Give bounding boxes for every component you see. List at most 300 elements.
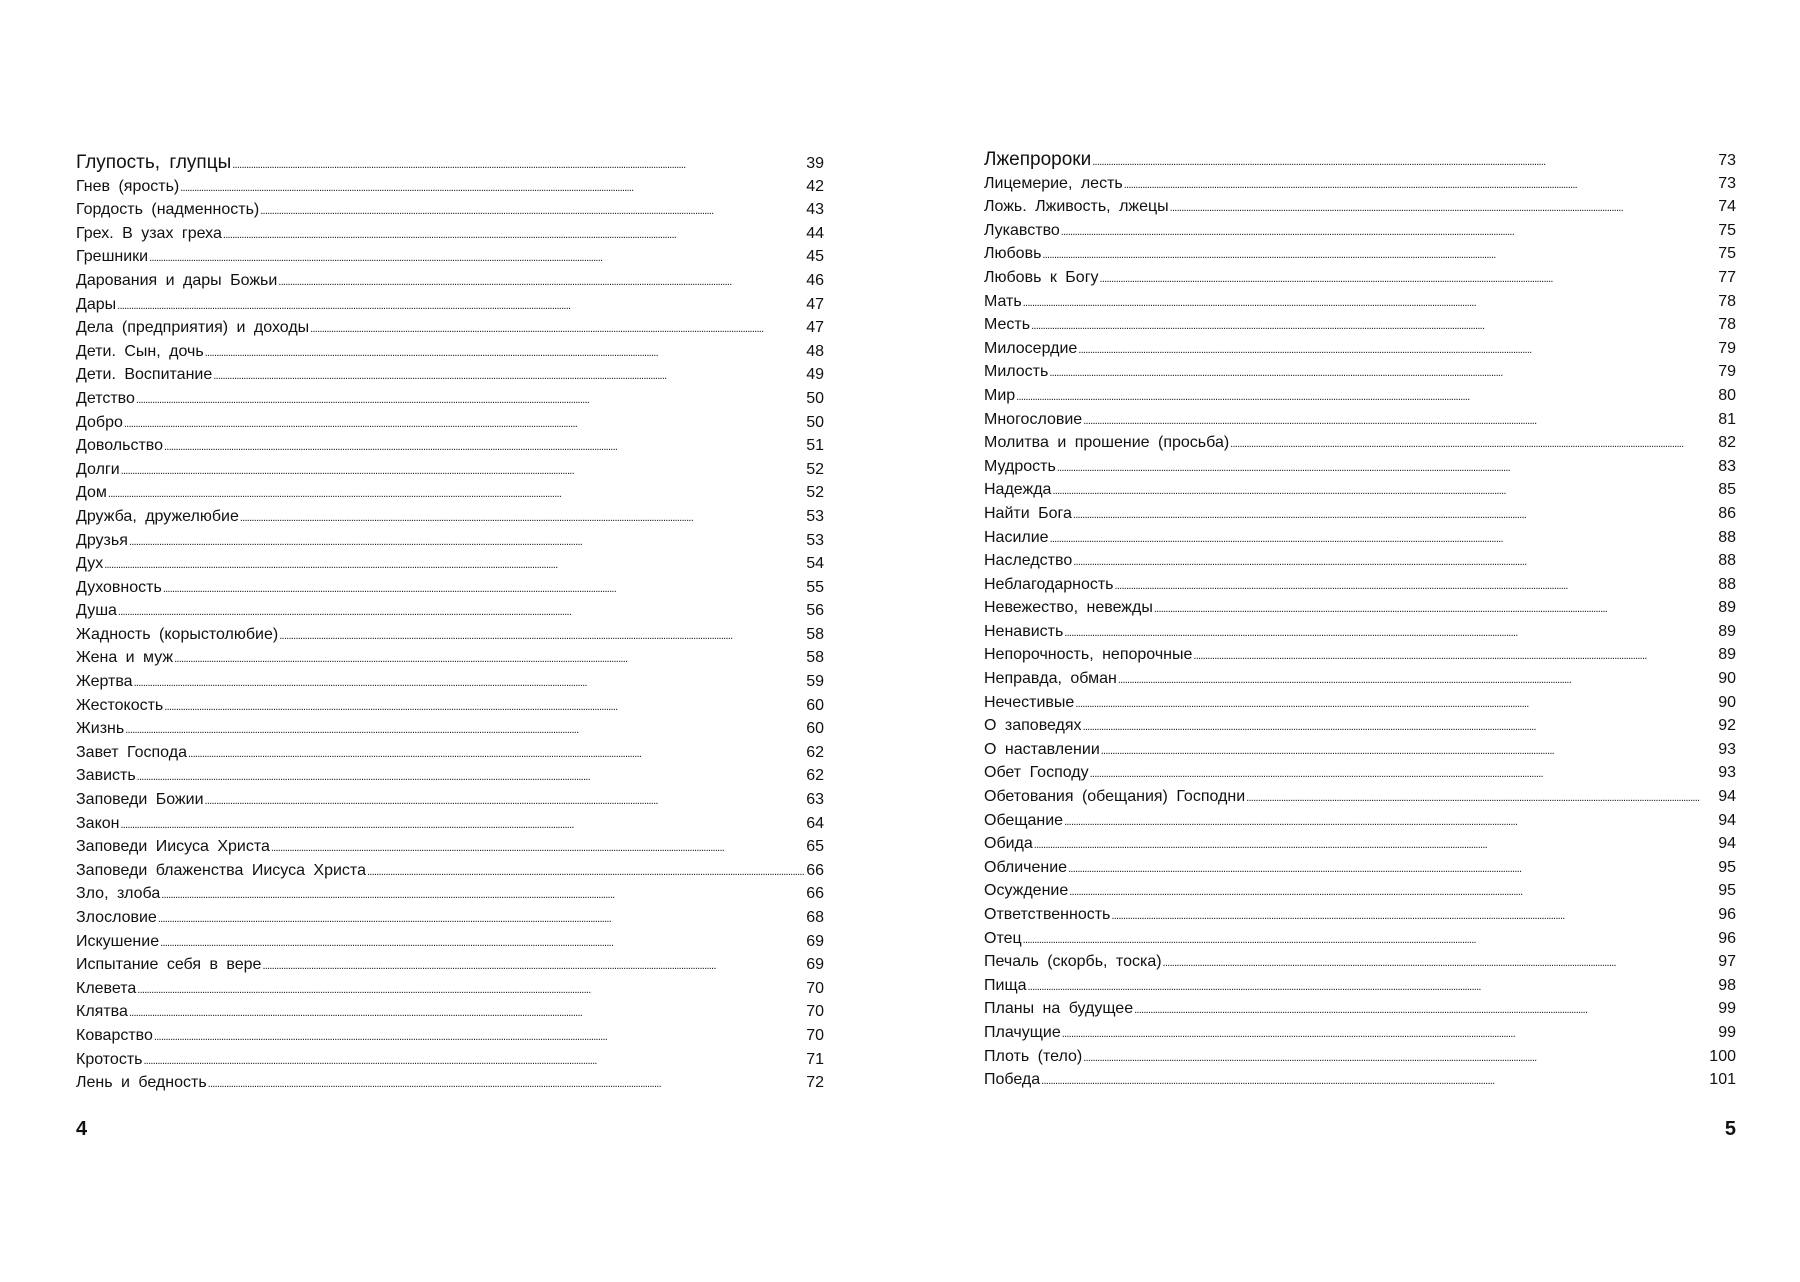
toc-entry [984,242,1736,266]
toc-entry-page: 88 [1718,552,1736,570]
toc-entry-page: 55 [806,578,824,596]
toc-entry [76,599,824,623]
toc-entry [76,1024,824,1048]
dot-leader [208,1073,806,1097]
dot-leader [1073,504,1717,528]
toc-entry-page: 50 [806,413,824,431]
toc-entry [76,434,824,458]
toc-entry [76,505,824,529]
toc-entry-page: 81 [1718,410,1736,428]
toc-entry [984,738,1736,762]
dot-leader [1057,457,1717,481]
toc-entry-title: Кротость [76,1050,143,1068]
toc-entry [984,714,1736,738]
toc-entry-page: 44 [806,224,824,242]
dot-leader [163,578,805,602]
toc-entry-title: Клевета [76,979,137,997]
toc-entry [984,596,1736,620]
toc-entry [984,526,1736,550]
dot-leader [164,436,805,460]
toc-entry-page: 47 [806,295,824,313]
toc-entry [984,431,1736,455]
toc-entry-page: 94 [1718,788,1736,806]
toc-entry-page: 77 [1718,268,1736,286]
toc-entry-title: Духовность [76,578,162,596]
toc-entry [76,977,824,1001]
dot-leader [1042,244,1717,268]
toc-entry [76,175,824,199]
toc-entry [76,576,824,600]
dot-leader [1052,480,1717,504]
dot-leader [143,1050,805,1074]
toc-entry-page: 72 [806,1074,824,1092]
dot-leader [120,814,805,838]
toc-entry-title: Долги [76,460,120,478]
toc-entry-page: 80 [1718,386,1736,404]
dot-leader [1101,740,1717,764]
dot-leader [1092,151,1717,175]
toc-entry-title: Глупость, глупцы [76,152,232,173]
dot-leader [1023,292,1717,316]
toc-entry [984,219,1736,243]
toc-entry-page: 53 [806,531,824,549]
toc-entry [984,620,1736,644]
toc-entry-page: 79 [1718,363,1736,381]
toc-entry-page: 69 [806,932,824,950]
toc-entry [984,502,1736,526]
toc-entry-title: О заповедях [984,717,1082,735]
toc-entry-page: 43 [806,201,824,219]
dot-leader [124,413,805,437]
toc-entry [76,387,824,411]
toc-entry [76,670,824,694]
toc-entry [76,882,824,906]
toc-entry [984,643,1736,667]
toc-entry-page: 39 [806,155,824,172]
dot-leader [1050,528,1718,552]
toc-entry [76,222,824,246]
toc-entry-title: Нечестивые [984,693,1075,711]
toc-entry-title: Молитва и прошение (просьба) [984,434,1230,452]
toc-entry-title: Коварство [76,1026,153,1044]
toc-entry [984,172,1736,196]
dot-leader [232,154,805,178]
toc-entry-page: 90 [1718,670,1736,688]
toc-entry-title: Гнев (ярость) [76,177,180,195]
toc-entry-title: Победа [984,1071,1041,1089]
toc-entry [984,290,1736,314]
toc-entry-title: Ненависть [984,622,1064,640]
toc-entry [984,148,1736,172]
toc-entry [76,694,824,718]
toc-entry [984,927,1736,951]
toc-entry [76,245,824,269]
dot-leader [271,837,805,861]
toc-entry [76,764,824,788]
toc-entry-page: 58 [806,649,824,667]
dot-leader [1073,551,1717,575]
toc-entry [76,812,824,836]
dot-leader [129,531,805,555]
dot-leader [134,672,806,696]
toc-entry [984,856,1736,880]
toc-entry [984,195,1736,219]
toc-entry-title: Планы на будущее [984,1000,1134,1018]
toc-entry-page: 96 [1718,906,1736,923]
toc-entry [984,313,1736,337]
toc-entry [76,835,824,859]
toc-entry [76,552,824,576]
dot-leader [1028,976,1718,1000]
toc-entry-page: 66 [806,885,824,903]
toc-entry-page: 46 [806,271,824,289]
toc-entry-title: Дарования и дары Божьи [76,271,278,289]
toc-entry-page: 52 [806,484,824,502]
dot-leader [149,247,805,271]
dot-leader [180,177,805,201]
toc-entry [76,1000,824,1024]
dot-leader [137,766,806,790]
toc-entry-page: 97 [1718,953,1736,971]
toc-entry-title: Клятва [76,1003,128,1021]
toc-entry-page: 42 [806,177,824,195]
dot-leader [310,318,805,342]
dot-leader [158,908,805,932]
toc-entry-title: Дом [76,484,107,502]
toc-entry-page: 83 [1718,457,1736,475]
toc-entry-page: 99 [1718,1023,1736,1041]
toc-entry-title: Милосердие [984,339,1078,357]
dot-leader [1083,410,1717,434]
toc-entry [76,529,824,553]
toc-entry-title: Заповеди блаженства Иисуса Христа [76,861,366,879]
dot-leader [125,719,805,743]
toc-entry-title: Обещание [984,811,1064,829]
toc-entry [76,198,824,222]
toc-entry-title: О наставлении [984,740,1100,758]
toc-entry-title: Испытание себя в вере [76,956,262,974]
page-number-left: 4 [76,1118,88,1140]
toc-entry-title: Многословие [984,410,1083,428]
toc-entry-title: Дух [76,555,104,573]
toc-entry-page: 78 [1718,292,1736,310]
dot-leader [1064,622,1717,646]
toc-entry-title: Обида [984,835,1033,853]
toc-entry-page: 96 [1718,929,1736,947]
toc-entry-title: Жестокость [76,696,164,714]
dot-leader [260,200,805,224]
toc-entry [76,646,824,670]
toc-entry-page: 93 [1718,740,1736,758]
toc-entry-title: Грех. В узах греха [76,224,222,242]
toc-entry-title: Насилие [984,528,1049,546]
toc-entry-title: Заповеди Божии [76,791,204,809]
toc-entry-title: Милость [984,363,1049,381]
dot-leader [164,696,805,720]
toc-entry-page: 98 [1718,976,1736,994]
toc-entry-title: Обличение [984,858,1068,876]
toc-entry-page: 65 [806,838,824,856]
toc-entry-title: Плачущие [984,1023,1061,1041]
dot-leader [129,1002,805,1026]
toc-entry-page: 59 [806,673,824,691]
toc-entry-page: 62 [806,743,824,761]
toc-entry-page: 79 [1718,339,1736,357]
dot-leader [1111,905,1717,929]
toc-entry [76,930,824,954]
toc-entry [76,151,824,175]
toc-entry [76,411,824,435]
toc-entry-title: Невежество, невежды [984,599,1153,617]
toc-entry [76,859,824,883]
toc-entry-page: 100 [1709,1047,1736,1065]
toc-entry-page: 94 [1718,811,1736,829]
toc-entry [984,1068,1736,1092]
toc-entry-title: Надежда [984,481,1052,499]
toc-entry-title: Любовь [984,245,1042,263]
toc-entry-page: 70 [806,979,824,997]
toc-entry-title: Заповеди Иисуса Христа [76,838,270,856]
toc-entry-page: 58 [806,625,824,643]
toc-entry-page: 56 [806,602,824,620]
dot-leader [121,460,806,484]
toc-entry [76,1071,824,1095]
dot-leader [1031,315,1717,339]
toc-entry-page: 73 [1718,174,1736,192]
dot-leader [1061,221,1717,245]
toc-entry-title: Гордость (надменность) [76,201,260,219]
toc-entry-title: Мир [984,386,1016,404]
toc-entry [984,691,1736,715]
toc-entry [76,906,824,930]
toc-entry-page: 68 [806,909,824,926]
toc-entry-title: Искушение [76,932,160,950]
toc-entry-title: Дети. Воспитание [76,366,213,384]
toc-entry [76,717,824,741]
dot-leader [1075,693,1717,717]
toc-entry-page: 47 [806,319,824,337]
toc-entry-page: 71 [806,1050,824,1068]
toc-entry [984,832,1736,856]
toc-entry-title: Дети. Сын, дочь [76,342,204,360]
dot-leader [1100,268,1718,292]
toc-entry [984,1021,1736,1045]
toc-entry-page: 49 [806,366,824,384]
dot-leader [223,224,805,248]
toc-entry [76,293,824,317]
toc-entry [984,360,1736,384]
toc-entry-page: 69 [806,956,824,974]
toc-entry-title: Печаль (скорбь, тоска) [984,953,1162,971]
toc-entry [984,573,1736,597]
toc-entry-page: 64 [806,814,824,832]
toc-entry [984,950,1736,974]
toc-entry-title: Пища [984,976,1027,994]
toc-entry-title: Детство [76,389,135,407]
toc-entry [984,384,1736,408]
toc-entry-title: Дела (предприятия) и доходы [76,319,310,337]
toc-entry-page: 85 [1718,481,1736,499]
dot-leader [240,507,805,531]
toc-entry-title: Осуждение [984,882,1069,900]
dot-leader [174,648,805,672]
toc-entry-title: Закон [76,814,120,832]
toc-entry-title: Неправда, обман [984,670,1117,688]
dot-leader [1124,174,1717,198]
dot-leader [213,365,805,389]
dot-leader [1023,929,1718,953]
toc-entry [76,623,824,647]
toc-entry-title: Грешники [76,248,149,266]
toc-entry [984,761,1736,785]
dot-leader [137,979,805,1003]
dot-leader [1083,1047,1708,1071]
toc-entry-page: 75 [1718,245,1736,263]
toc-entry-page: 101 [1709,1071,1736,1089]
toc-entry-title: Зависть [76,767,136,785]
dot-leader [262,955,805,979]
toc-entry-title: Неблагодарность [984,575,1114,593]
toc-entry [984,809,1736,833]
toc-entry-page: 78 [1718,316,1736,334]
toc-entry-title: Отец [984,929,1022,947]
toc-entry [76,1048,824,1072]
dot-leader [1078,339,1717,363]
dot-leader [1170,197,1718,221]
toc-entry-title: Жадность (корыстолюбие) [76,625,279,643]
toc-entry-page: 50 [806,389,824,407]
dot-leader [278,271,805,295]
dot-leader [1115,575,1718,599]
toc-entry-title: Плоть (тело) [984,1047,1083,1065]
toc-entry-page: 53 [806,507,824,525]
dot-leader [1062,1023,1717,1047]
toc-entry-title: Злословие [76,909,157,926]
toc-entry-page: 82 [1718,434,1736,452]
toc-entry-title: Зло, злоба [76,885,161,903]
toc-entry-page: 75 [1718,221,1736,239]
toc-entry [984,1045,1736,1069]
dot-leader [1090,763,1718,787]
toc-entry-title: Жизнь [76,720,125,738]
dot-leader [1163,952,1718,976]
toc-entry-page: 86 [1718,504,1736,522]
toc-entry-page: 66 [806,861,824,879]
toc-entry-title: Завет Господа [76,743,187,761]
toc-entry-page: 90 [1718,693,1736,711]
toc-entry-page: 52 [806,460,824,478]
toc-entry-title: Месть [984,316,1031,334]
dot-leader [1118,669,1717,693]
toc-entry-title: Дружба, дружелюбие [76,507,239,525]
toc-entry-page: 88 [1718,575,1736,593]
dot-leader [1064,811,1717,835]
dot-leader [160,932,805,956]
toc-entry-title: Душа [76,602,117,620]
toc-entry-page: 51 [806,437,824,455]
dot-leader [188,743,805,767]
dot-leader [1083,716,1718,740]
toc-entry-title: Непорочность, непорочные [984,646,1193,664]
toc-entry-page: 45 [806,248,824,266]
toc-entry-page: 88 [1718,528,1736,546]
dot-leader [117,295,805,319]
toc-entry-page: 63 [806,791,824,809]
toc-entry-page: 70 [806,1003,824,1021]
toc-entry-title: Дары [76,295,117,313]
dot-leader [161,884,805,908]
toc-entry [984,903,1736,927]
toc-entry [984,408,1736,432]
toc-entry-page: 99 [1718,1000,1736,1018]
toc-entry-page: 92 [1718,717,1736,735]
toc-entry-page: 73 [1718,152,1736,169]
dot-leader [118,601,805,625]
toc-entry-page: 62 [806,767,824,785]
right-page [900,0,1800,1282]
toc-entry [76,340,824,364]
toc-entry-page: 60 [806,720,824,738]
dot-leader [1193,645,1717,669]
toc-entry-title: Мудрость [984,457,1056,475]
dot-leader [367,861,805,885]
toc-entry [76,953,824,977]
toc-entry-title: Ложь. Лживость, лжецы [984,198,1169,216]
toc-entry [984,785,1736,809]
toc-entry [76,741,824,765]
dot-leader [136,389,805,413]
dot-leader [205,790,806,814]
toc-entry-title: Жертва [76,673,133,691]
dot-leader [1041,1070,1708,1094]
dot-leader [104,554,805,578]
toc-entry-title: Лукавство [984,221,1060,239]
toc-entry [76,363,824,387]
toc-entry-title: Добро [76,413,123,431]
page-number-right: 5 [1724,1118,1736,1140]
toc-entry [984,337,1736,361]
dot-leader [1154,598,1717,622]
toc-entry-page: 48 [806,342,824,360]
dot-leader [1246,787,1717,811]
toc-entry-title: Лицемерие, лесть [984,174,1123,192]
toc-entry [984,478,1736,502]
toc-entry-title: Наследство [984,552,1073,570]
toc-entry-page: 89 [1718,646,1736,664]
toc-list-left [76,151,824,1095]
dot-leader [279,625,805,649]
toc-entry-page: 95 [1718,882,1736,900]
toc-entry [76,481,824,505]
toc-entry-page: 60 [806,696,824,714]
toc-entry-page: 70 [806,1026,824,1044]
dot-leader [1134,999,1717,1023]
toc-entry-page: 95 [1718,858,1736,876]
dot-leader [1230,433,1717,457]
toc-entry-title: Лжепророки [984,149,1092,170]
toc-entry-title: Обетования (обещания) Господни [984,788,1246,806]
dot-leader [108,483,805,507]
toc-entry-page: 89 [1718,622,1736,640]
toc-entry [76,458,824,482]
toc-entry-title: Ответственность [984,906,1111,923]
toc-entry-title: Найти Бога [984,504,1072,522]
toc-entry [984,667,1736,691]
toc-entry-title: Друзья [76,531,128,549]
toc-entry [984,549,1736,573]
toc-entry-page: 74 [1718,198,1736,216]
dot-leader [1034,834,1717,858]
